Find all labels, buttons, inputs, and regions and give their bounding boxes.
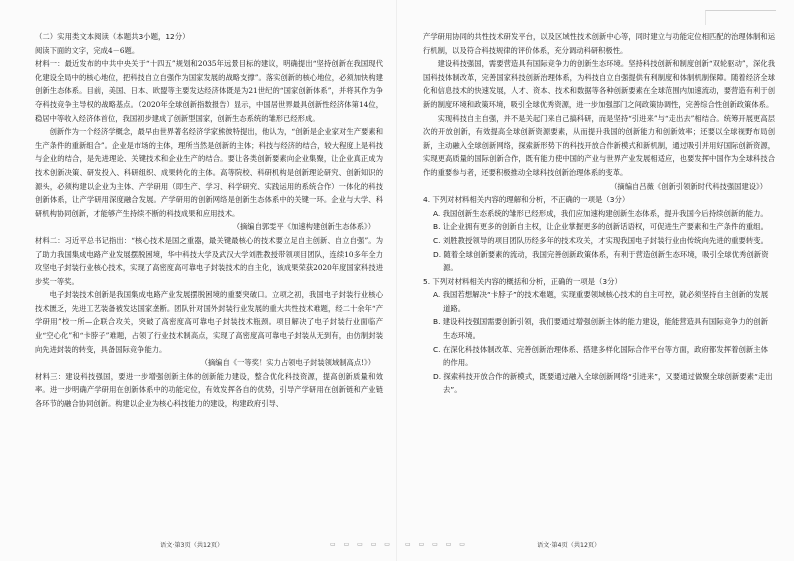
corner-stamp	[705, 10, 776, 25]
material-1-paragraph-1: 材料一：最近发布的中共中央关于“十四五”规划和2035年远景目标的建议，明确提出“坚持创新在我国现代化建设全局中的核心地位，把科技自立自强作为国家发展的战略支撑”。落实创新的核心地位，必须加快构建创新生态体系。目前，美国、日本、欧盟等主要发达经济体既是为21世纪的“国家创新体系”，并将其作为争夺科技竞争主导权的战略基点。（2020年全球创新指数报告）显示，中国居世界最具创新性经济体第14位，稳居中等收入经济体首位，我国初步建成了创新型国家，创新生态系统的雏形已经形成。	[35, 59, 383, 123]
question-5-option-d: D. 探索科技开放合作的新模式，既要通过融入全球创新网络“引进来”，又要通过做聚全球创新要素“走出去”。	[433, 371, 773, 395]
question-4-option-a: A. 我国创新生态系统的雏形已经形成，我们应加速构建创新生态体系，提升我国今后持续创新的能力。	[433, 208, 768, 218]
material-2-source: （摘编自《一等奖！实力占领电子封装领域制高点!》）	[200, 358, 375, 368]
question-5: 5. 下列对材料相关内容的概括和分析，正确的一项是（3分）	[423, 276, 622, 286]
material-3-paragraph-continued: 产学研用协同的共性技术研发平台，以及区域性技术创新中心等，同时建立与功能定位相匹配的治理体制和运行机制，以及符合科技规律的评价体系，充分调动科研积极性。	[423, 32, 775, 55]
material-1-source: （摘编自郭雯平《加速构建创新生态体系》）	[232, 222, 375, 232]
page-footer-left: 语文·第3页（共12页）	[160, 542, 224, 549]
question-4-option-c: C. 刘胜教授领导的项目团队历经多年的技术攻关，才实现我国电子封装行业由传统向先进的重要转变。	[433, 235, 769, 245]
question-5-option-c: C. 在深化科技体制改革、完善创新治理体系、搭建多样化国际合作平台等方面，政府都发挥着创新主体的作用。	[433, 344, 769, 368]
question-4-option-b: B. 让企业拥有更多的创新自主权，让企业掌握更多的创新话语权，可促进生产要素和生产条件的重组。	[433, 222, 768, 232]
right-column	[423, 30, 775, 397]
question-4-option-d: D. 随着全球创新要素的流动，我国完善创新政策体系，有利于营造创新生态环境，吸引全球优秀创新资源。	[433, 249, 769, 273]
question-4: 4. 下列对材料相关内容的理解和分析，不正确的一项是（3分）	[423, 195, 630, 205]
right-page	[397, 0, 794, 561]
question-5-option-b: B. 建设科技强国需要创新引领，我们要通过增强创新主体的能力建设，能能营造具有国际竞争力的创新生态环境。	[433, 317, 768, 341]
material-3-paragraph-3: 实现科技自主自强，并不是关起门来自己搞科研，而是坚持“引进来”与“走出去”相结合。统筹开展更高层次的开放创新，有效提高全球创新资源要素，从而提升我国的创新能力和创新效率；还要以全球视野布局创新，主动融入全球创新网络，探索新形势下的科技开放合作新模式和新机制，通过吸引并用好国际创新资源，实现更高质量的国际创新合作，既有能力使中国的产业与世界产业发展相适应，也要发挥中国作为全球科技合作的重要参与者，还要积极推动全球科技创新治理体系的变革。	[423, 113, 775, 177]
material-2-paragraph-1: 材料二：习近平总书记指出：“核心技术是国之重器，最关键最核心的技术要立足自主创新、自立自强”。为了助力我国集成电路产业发展摆脱困境，华中科技大学及武汉大学刘胜教授带领项目团队，连续10多年全力攻坚电子封装行业核心技术，实现了高密度高可靠电子封装技术的自主化，该成果荣获2020年度国家科技进步奖一等奖。	[35, 235, 383, 286]
material-3-source: （摘编自吕薇《创新引领新时代科技强国建设》）	[610, 181, 767, 191]
left-column	[35, 30, 383, 411]
material-3-paragraph-1: 材料三：建设科技强国，要进一步增强创新主体的创新能力建设，整合优化科技资源，提高创新质量和效率。进一步明确产学研用在创新体系中的功能定位，有效发挥各自的优势，引导产学研用在创新链和产业链各环节的融合协同创新。构建以企业为核心科技能力的建设，构建政府引导、	[35, 371, 383, 409]
section-title: （二）实用类文本阅读（本题共3小题，12分）	[35, 32, 190, 41]
footer-dots-right: ▭ ▭ ▭ ▭ ▭	[405, 541, 468, 548]
page-footer-right: 语文·第4页（共12页）	[537, 542, 601, 549]
footer-dots-left: ▭ ▭ ▭ ▭ ▭	[330, 541, 393, 548]
material-3-paragraph-2: 建设科技强国，需要营造具有国际竞争力的创新生态环境。坚持科技创新和制度创新“双轮驱动”，深化我国科技体制改革，完善国家科技创新治理体系，为科技自立自强提供有利制度和体制机制保障。随着经济全球化和信息技术的快速发展，人才、资本、技术和数据等各种创新要素在全球范围内加速流动，要营造有利于创新的制度环境和政策环境，吸引全球优秀资源，进一步加强部门之间政策协调性，完善综合性创新政策体系。	[423, 59, 775, 109]
instruction: 阅读下面的文字，完成4－6题。	[35, 45, 140, 55]
material-1-paragraph-2: 创新作为一个经济学概念，最早由世界著名经济学家熊彼特提出，他认为，“创新是企业家对生产要素和生产条件的重新组合”。企业是市场的主体，理所当然是创新的主体；科技与经济的结合，较大程度上是科技与企业的结合，是先进理论、关键技术和企业生产的结合。要让各类创新要素向企业集聚，让企业真正成为技术创新决策、研发投入、科研组织、成果转化的主体。高等院校、科研机构是创新理论研究、创新知识的源头，必须构建以企业为主体、产学研用（即生产、学习、科学研究、实践运用的系统合作）一体化的科技创新体系，让产学研用深度融合发展。产学研用的创新网络是创新生态体系中的关键一环。企业与大学、科研机构协同创新，才能够产生持续不断的科技成果和应用技术。	[35, 127, 383, 218]
question-5-option-a: A. 我国若想解决“卡脖子”的技术难题，实现重要领域核心技术的自主可控，就必须坚持自主创新的发展道路。	[433, 290, 769, 313]
material-2-paragraph-2: 电子封装技术创新是我国集成电路产业发展摆脱困境的重要突破口。立项之初，我国电子封装行业核心技术匮乏，先进工艺装备被发达国家垄断。团队针对国外封装行业发展的重大共性技术难题，经二十余年“产学研用”校一所—企联合攻关，突破了高密度高可靠电子封装技术瓶颈。项目解决了电子封装行业面临产业“空心化”和“卡脖子”难题，占领了行业技术制高点，实现了高密度高可靠电子封装从无到有，由仿制封装向先进封装的转变，具备国际竞争能力。	[35, 290, 383, 354]
